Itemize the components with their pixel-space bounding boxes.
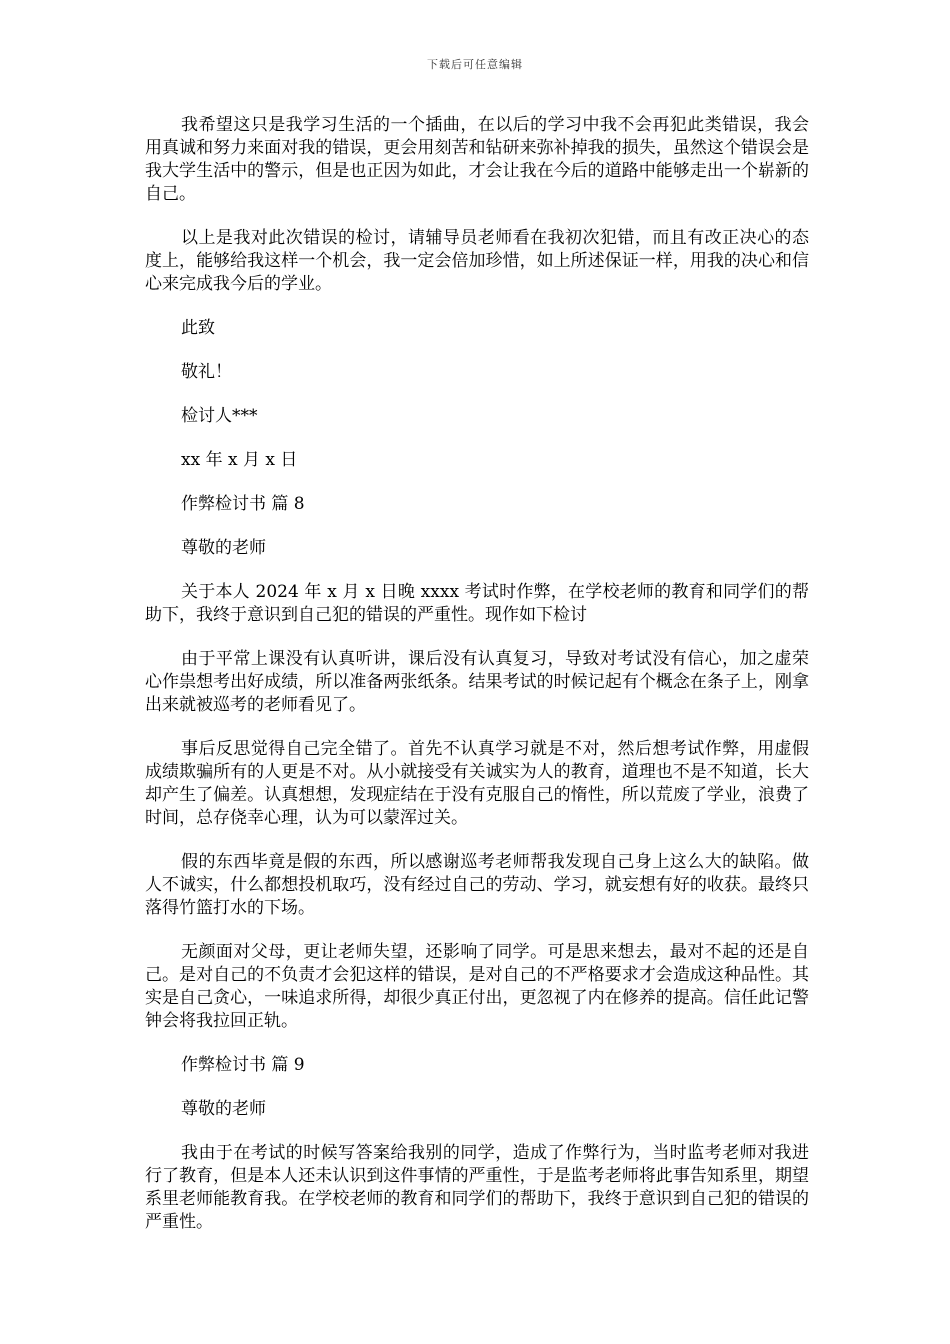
page-header: 下载后可任意编辑 — [427, 58, 523, 71]
paragraph: 以上是我对此次错误的检讨，请辅导员老师看在我初次犯错，而且有改正决心的态度上，能够给我这样一个机会，我一定会倍加珍惜，如上所述保证一样，用我的决心和信心来完成我今后的学业。 — [145, 228, 809, 294]
paragraph: 由于平常上课没有认真听讲，课后没有认真复习，导致对考试没有信心，加之虚荣心作祟想考出好成绩，所以准备两张纸条。结果考试的时候记起有个概念在条子上，刚拿出来就被巡考的老师看见了。 — [145, 649, 809, 715]
paragraph: 假的东西毕竟是假的东西，所以感谢巡考老师帮我发现自己身上这么大的缺陷。做人不诚实，什么都想投机取巧，没有经过自己的劳动、学习，就妄想有好的收获。最终只落得竹篮打水的下场。 — [145, 852, 809, 918]
greeting-line: 尊敬的老师 — [181, 538, 266, 558]
salutation-line: 敬礼！ — [181, 362, 232, 382]
paragraph: 无颜面对父母，更让老师失望，还影响了同学。可是思来想去，最对不起的还是自己。是对自己的不负责才会犯这样的错误，是对自己的不严格要求才会造成这种品性。其实是自己贪心，一味追求所得，却很少真正付出，更忽视了内在修养的提高。信任此记警钟会将我拉回正轨。 — [145, 942, 809, 1031]
salutation-line: 此致 — [181, 318, 215, 338]
section-heading: 作弊检讨书 篇 9 — [181, 1055, 305, 1075]
greeting-line: 尊敬的老师 — [181, 1099, 266, 1119]
paragraph: 关于本人 2024 年 x 月 x 日晚 xxxx 考试时作弊，在学校老师的教育和同学们的帮助下，我终于意识到自己犯的错误的严重性。现作如下检讨 — [145, 582, 809, 625]
paragraph: 我由于在考试的时候写答案给我别的同学，造成了作弊行为，当时监考老师对我进行了教育，但是本人还未认识到这件事情的严重性，于是监考老师将此事告知系里，期望系里老师能教育我。在学校老师的教育和同学们的帮助下，我终于意识到自己犯的错误的严重性。 — [145, 1143, 809, 1232]
paragraph: 我希望这只是我学习生活的一个插曲，在以后的学习中我不会再犯此类错误，我会用真诚和努力来面对我的错误，更会用刻苦和钻研来弥补掉我的损失，虽然这个错误会是我大学生活中的警示，但是也正因为如此，才会让我在今后的道路中能够走出一个崭新的自己。 — [145, 115, 809, 204]
date-line: xx 年 x 月 x 日 — [181, 450, 298, 470]
paragraph: 事后反思觉得自己完全错了。首先不认真学习就是不对，然后想考试作弊，用虚假成绩欺骗所有的人更是不对。从小就接受有关诚实为人的教育，道理也不是不知道，长大却产生了偏差。认真想想，发现症结在于没有克服自己的惰性，所以荒废了学业，浪费了时间，总存侥幸心理，认为可以蒙浑过关。 — [145, 739, 809, 828]
document-body — [145, 114, 809, 1255]
section-heading: 作弊检讨书 篇 8 — [181, 494, 305, 514]
signature-line: 检讨人*** — [181, 406, 258, 426]
